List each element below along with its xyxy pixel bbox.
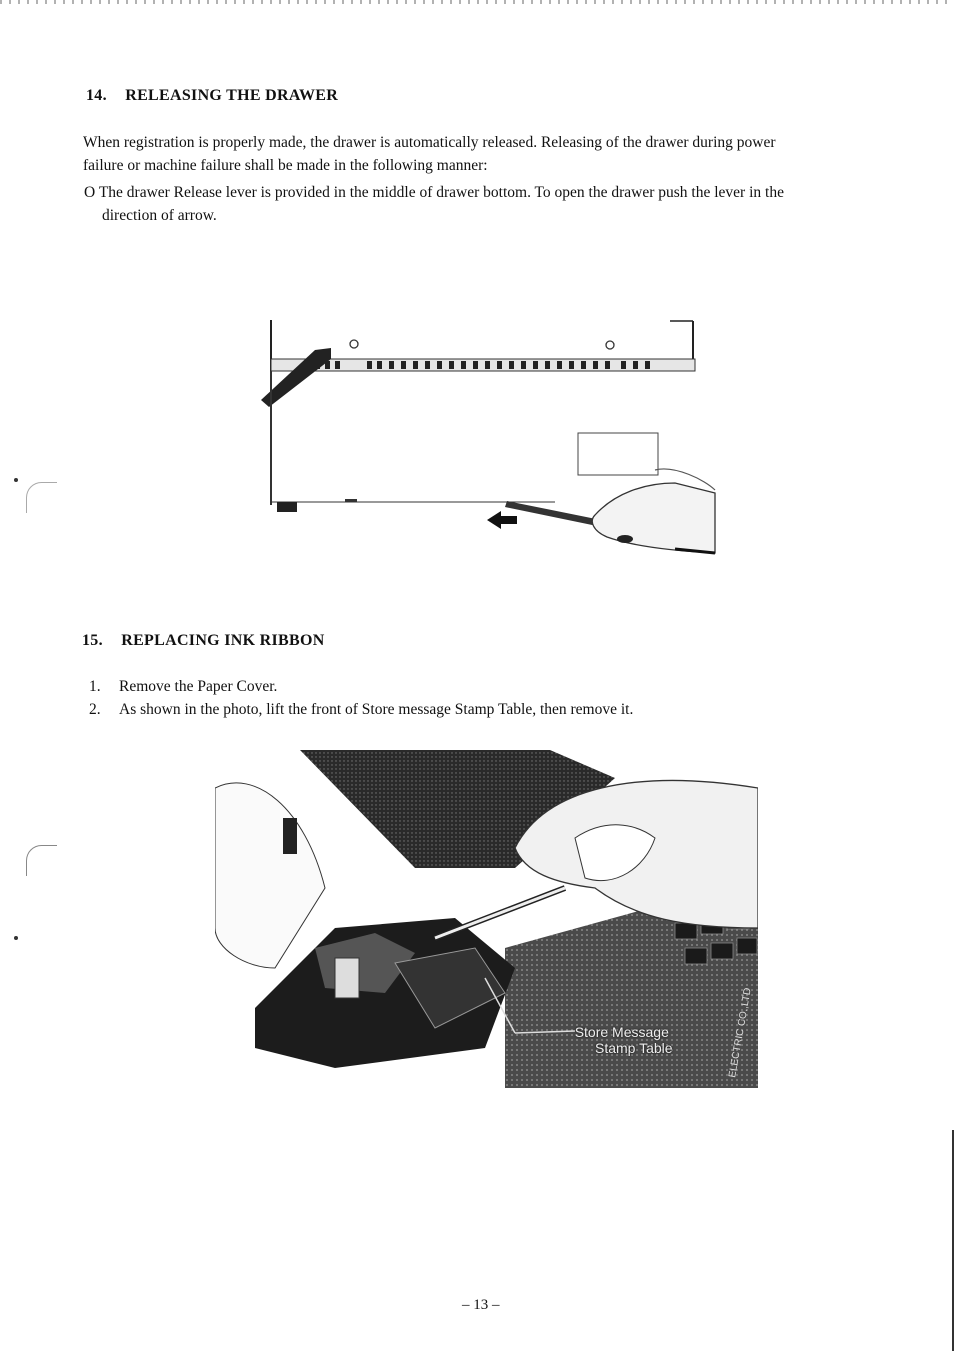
section-14-number: 14. [86, 87, 107, 104]
punch-hole-mark [26, 845, 57, 876]
paragraph-line: failure or machine failure shall be made in the following manner: [83, 157, 488, 174]
scan-dot [14, 478, 18, 482]
section-15-heading [82, 632, 325, 650]
scan-dot [14, 936, 18, 940]
paragraph-line: When registration is properly made, the drawer is automatically released. Releasing of the drawer during power [83, 134, 776, 151]
list-item [89, 675, 633, 698]
step-number: 1. [89, 678, 101, 695]
section-14-paragraph [83, 131, 903, 177]
bullet-text: direction of arrow. [102, 207, 217, 224]
hand-icon [592, 483, 715, 553]
arrow-icon [487, 511, 517, 529]
section-14-title: RELEASING THE DRAWER [125, 87, 339, 104]
scan-edge-artifact [0, 0, 954, 4]
bullet-marker: O [84, 184, 96, 201]
step-text: Remove the Paper Cover. [119, 678, 278, 695]
caption-line: Store Message [574, 1024, 669, 1040]
bullet-text: The drawer Release lever is provided in the middle of drawer bottom. To open the drawer push the lever in the [98, 184, 784, 201]
svg-text:ELECTRIC CO.,LTD: ELECTRIC CO.,LTD [727, 987, 754, 1079]
caption-line: Stamp Table [595, 1040, 673, 1056]
section-14-heading [86, 87, 338, 105]
drawer-release-figure [255, 315, 717, 560]
step-text: As shown in the photo, lift the front of Store message Stamp Table, then remove it. [119, 701, 634, 718]
photo-caption [571, 1024, 673, 1056]
page-number: – 13 – [462, 1297, 500, 1313]
step-list [89, 675, 633, 721]
section-15-number: 15. [82, 632, 103, 649]
punch-hole-mark [26, 482, 57, 513]
list-item [89, 698, 633, 721]
photo-illustration [215, 748, 758, 1088]
section-15-title: REPLACING INK RIBBON [121, 632, 325, 649]
ink-ribbon-photo [215, 748, 758, 1088]
section-14-bullet [84, 181, 914, 227]
step-number: 2. [89, 701, 101, 718]
